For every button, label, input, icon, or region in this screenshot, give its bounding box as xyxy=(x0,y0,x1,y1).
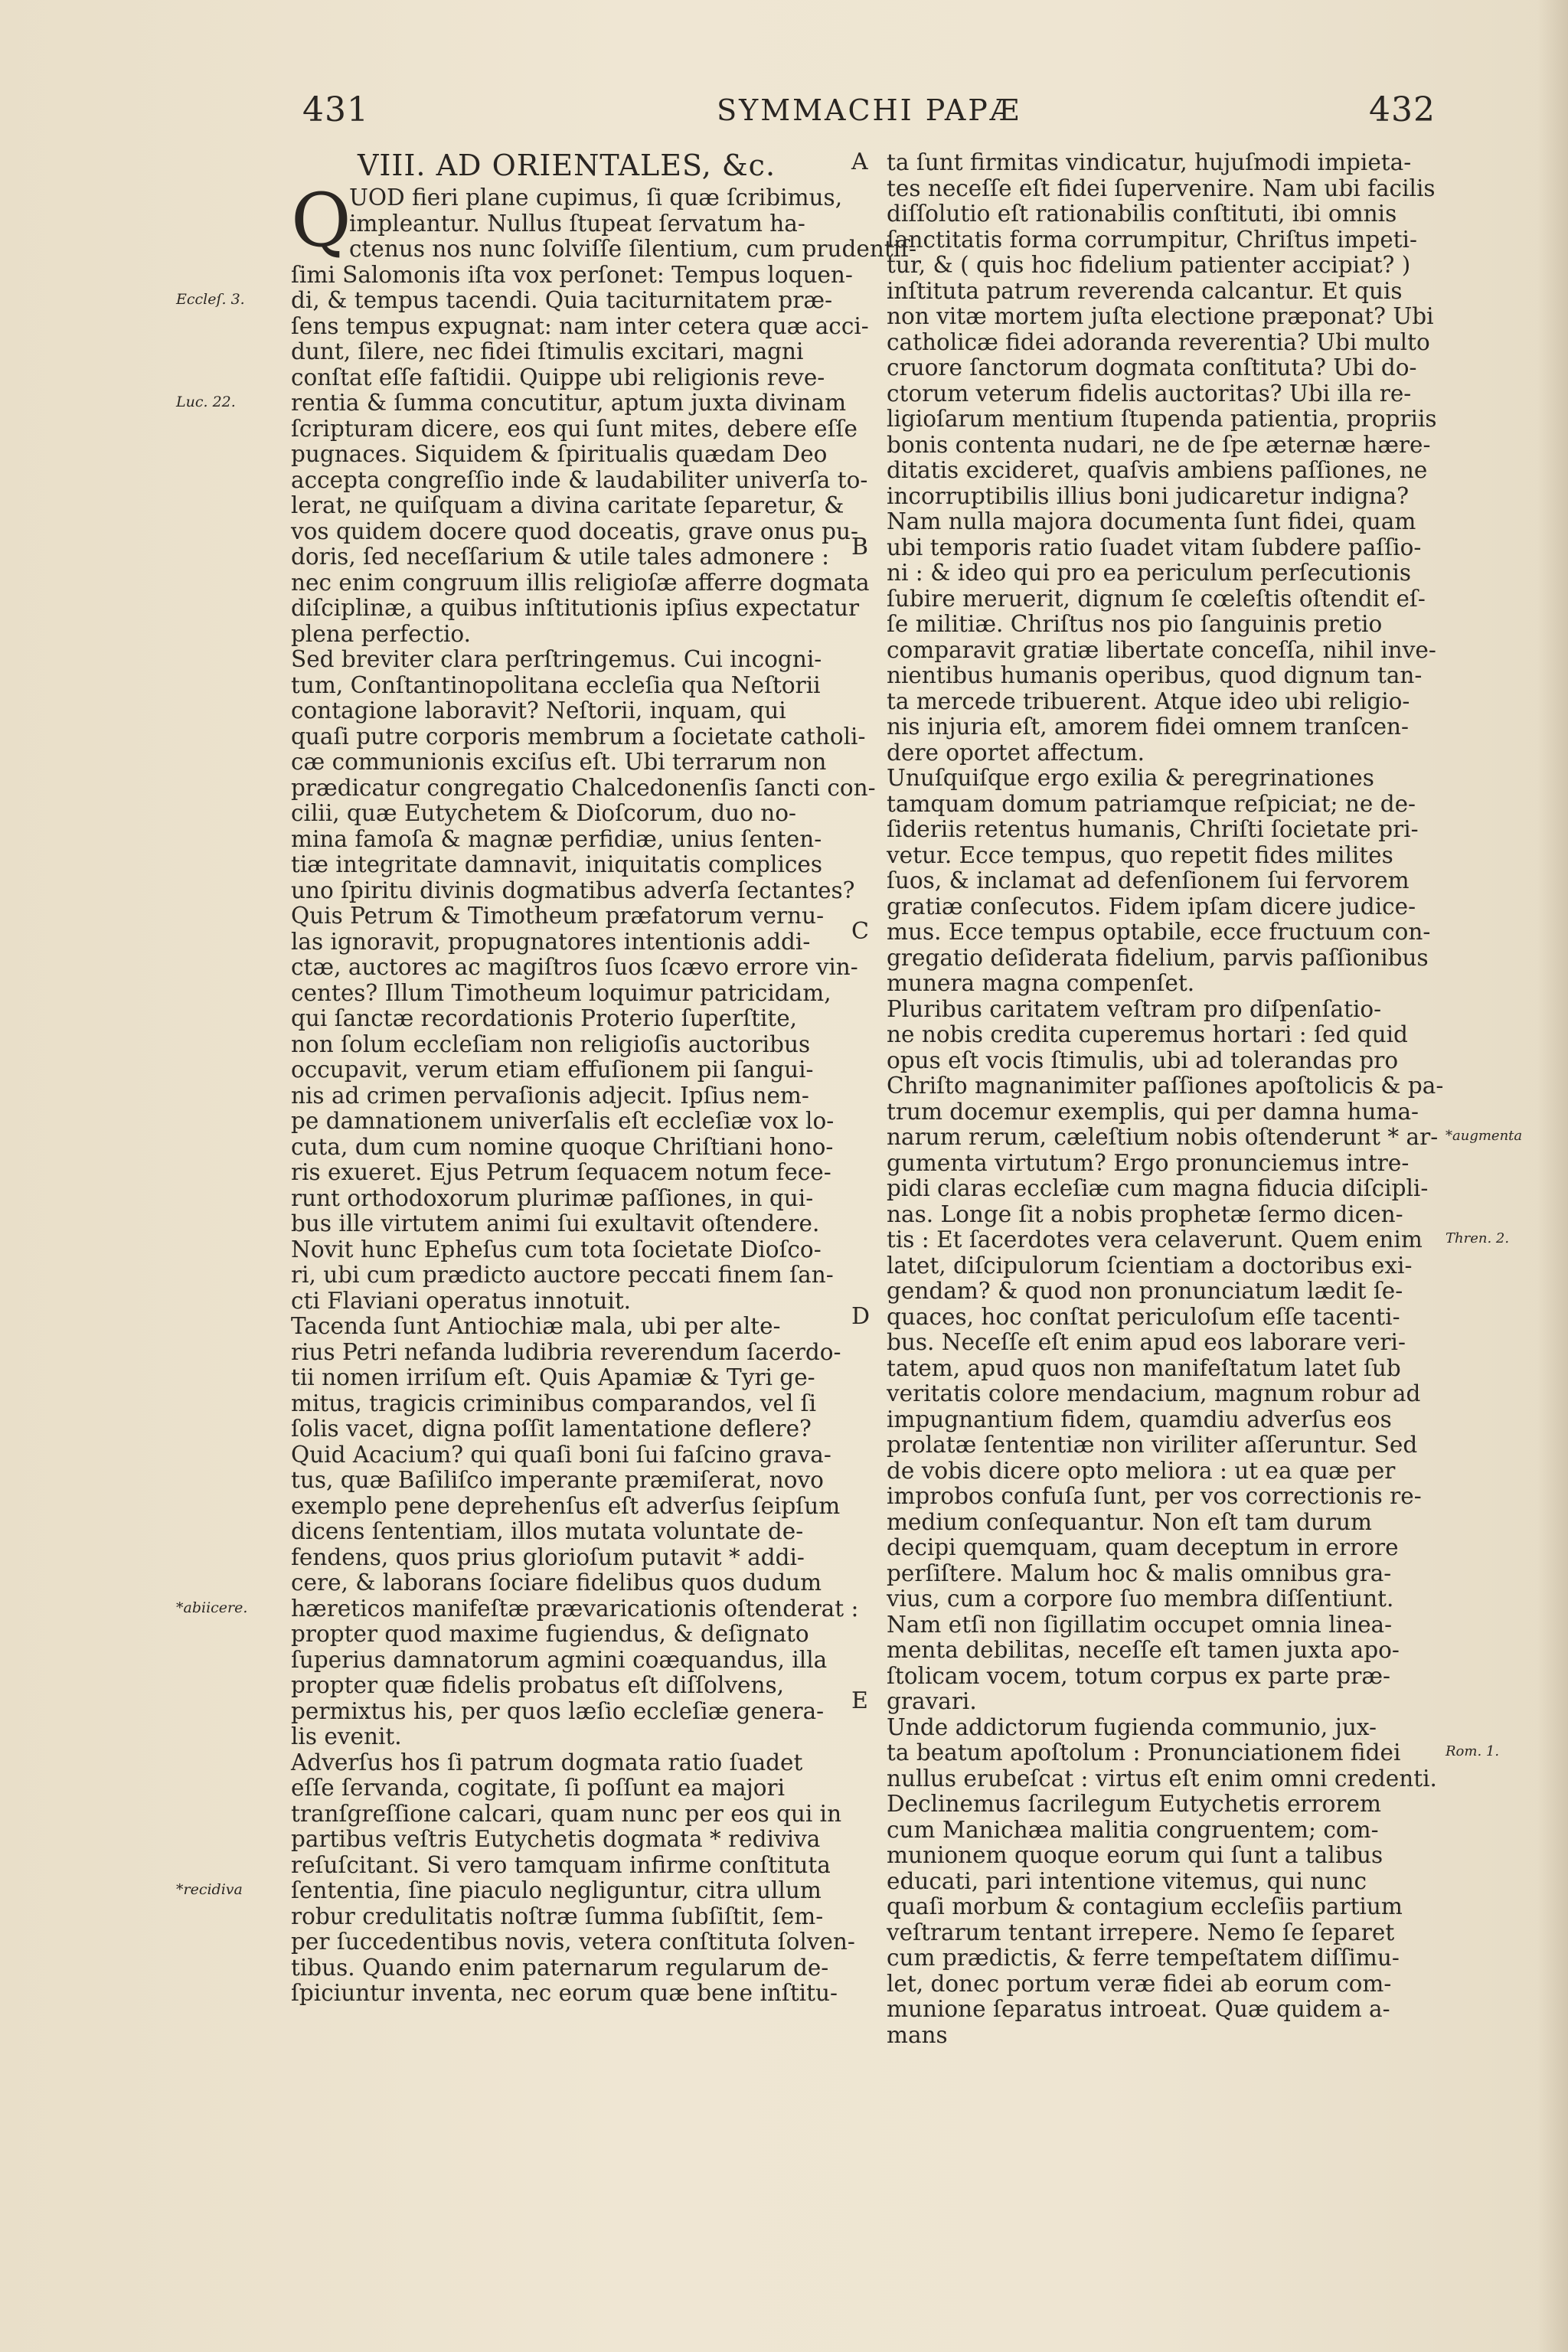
text-line: prædicatur congregatio Chalcedonenſis ſancti con- xyxy=(291,774,876,801)
text-line: bus ille virtutem animi ſui exultavit oſtendere. xyxy=(291,1210,820,1236)
text-line: tranſgreſſione calcari, quam nunc per eos qui in xyxy=(291,1800,842,1827)
text-line: diſſolutio eſt rationabilis conſtituti, ibi omnis xyxy=(887,201,1397,227)
text-line: gendam? & quod non pronunciatum lædit ſe- xyxy=(887,1278,1403,1304)
text-line: gregatio deſiderata fidelium, parvis paſſionibus xyxy=(887,944,1429,971)
text-line: Declinemus ſacrilegum Eutychetis errorem xyxy=(887,1791,1381,1817)
left-column xyxy=(291,145,917,2007)
text-line: diſciplinæ, a quibus inſtitutionis ipſius expectatur xyxy=(291,595,860,621)
text-line: contagione laboravit? Neſtorii, inquam, qui xyxy=(291,697,786,724)
text-line: quaſi putre corporis membrum a ſocietate catholi- xyxy=(291,723,866,750)
text-line: conſtat eſſe faſtidii. Quippe ubi religionis reve- xyxy=(291,364,825,390)
text-line: munione ſeparatus introeat. Quæ quidem a- xyxy=(887,1996,1390,2022)
text-line: mina famoſa & magnæ perfidiæ, unius ſenten- xyxy=(291,825,822,852)
text-line: tur, & ( quis hoc fidelium patienter accipiat? ) xyxy=(887,252,1411,278)
text-line: Nam etſi non ſigillatim occupet omnia linea- xyxy=(887,1611,1393,1638)
text-line: accepta congreſſio inde & laudabiliter univerſa to- xyxy=(291,466,868,493)
margin-note: Luc. 22. xyxy=(176,394,236,410)
text-line: ris exueret. Ejus Petrum ſequacem notum fece- xyxy=(291,1159,831,1185)
margin-note: Thren. 2. xyxy=(1446,1230,1510,1246)
text-line: vos quidem docere quod doceatis, grave onus pu- xyxy=(291,518,859,544)
text-line: Adverſus hos ſi patrum dogmata ratio ſuadet xyxy=(291,1749,803,1775)
text-line: trum docemur exemplis, qui per damna huma- xyxy=(887,1098,1419,1125)
text-line: latet, diſcipulorum ſcientiam a doctoribus exi- xyxy=(887,1252,1413,1279)
text-line: nec enim congruum illis religioſæ afferre dogmata xyxy=(291,569,870,596)
text-line: pe damnationem univerſalis eſt eccleſiæ vox lo- xyxy=(291,1108,835,1134)
text-line: educati, pari intentione vitemus, qui nunc xyxy=(887,1867,1367,1894)
text-line: lerat, ne quiſquam a divina caritate ſeparetur, & xyxy=(291,492,844,518)
text-line: Nam nulla majora documenta ſunt fidei, quam xyxy=(887,508,1416,534)
text-line: gumenta virtutum? Ergo pronunciemus intre- xyxy=(887,1149,1410,1176)
text-line: partibus veſtris Eutychetis dogmata * rediviva xyxy=(291,1826,821,1852)
text-line: ſe militiæ. Chriſtus nos pio ſanguinis pretio xyxy=(887,611,1383,637)
text-line: perſiſtere. Malum hoc & malis omnibus gra- xyxy=(887,1560,1392,1586)
page-edge-shadow xyxy=(1537,0,1568,2352)
text-line: qui ſanctæ recordationis Proterio ſuperſtite, xyxy=(291,1005,798,1031)
text-line: tamquam domum patriamque reſpiciat; ne de- xyxy=(887,790,1416,817)
text-line: lis evenit. xyxy=(291,1723,402,1749)
text-line: non ſolum eccleſiam non religioſis auctoribus xyxy=(291,1031,811,1057)
text-line: cuta, dum cum nomine quoque Chriſtiani hono- xyxy=(291,1133,834,1160)
text-line: di, & tempus tacendi. Quia taciturnitatem præ- xyxy=(291,287,833,313)
text-line: prolatæ ſententiæ non viriliter aſſeruntur. Sed xyxy=(887,1432,1418,1458)
margin-note: Eccleſ. 3. xyxy=(176,291,245,308)
text-line: runt orthodoxorum plurimæ paſſiones, in qui- xyxy=(291,1184,814,1211)
text-line: Unuſquiſque ergo exilia & peregrinationes xyxy=(887,765,1374,791)
text-line: ſanctitatis forma corrumpitur, Chriſtus impeti- xyxy=(887,226,1417,253)
text-line: dicens ſententiam, illos mutata voluntate de- xyxy=(291,1518,804,1544)
text-line: hæreticos manifeſtæ prævaricationis oſtenderat : xyxy=(291,1595,859,1622)
text-line: ni : & ideo qui pro ea periculum perſecutionis xyxy=(887,560,1412,586)
text-line: ri, ubi cum prædicto auctore peccati finem ſan- xyxy=(291,1262,834,1288)
text-line: Quis Petrum & Timotheum præfatorum vernu- xyxy=(291,903,825,929)
page-header xyxy=(295,90,1443,144)
text-line: vius, cum a corpore ſuo membra diſſentiunt. xyxy=(887,1586,1394,1612)
text-line: per ſuccedentibus novis, vetera conſtituta ſolven- xyxy=(291,1929,855,1955)
text-line: veſtrarum tentant irrepere. Nemo ſe ſeparet xyxy=(887,1919,1395,1945)
text-line: ſideriis retentus humanis, Chriſti ſocietate pri- xyxy=(887,816,1419,842)
text-line: narum rerum, cæleſtium nobis oſtenderunt * ar- xyxy=(887,1124,1439,1150)
text-line: propter quæ fidelis probatus eſt diſſolvens, xyxy=(291,1672,785,1698)
text-line: Pluribus caritatem veſtram pro diſpenſatio- xyxy=(887,995,1382,1022)
text-line: incorruptibilis illius boni judicaretur indigna? xyxy=(887,482,1410,509)
text-line: mans xyxy=(887,2021,948,2048)
text-line: Sed breviter clara perſtringemus. Cui incogni- xyxy=(291,646,822,672)
text-line: ctorum veterum fidelis auctoritas? Ubi illa re- xyxy=(887,380,1412,407)
text-line: Unde addictorum fugienda communio, jux- xyxy=(887,1713,1377,1740)
text-line: robur credulitatis noſtræ ſumma ſubſiſtit, ſem- xyxy=(291,1903,824,1929)
text-line: veritatis colore mendacium, magnum robur ad xyxy=(887,1380,1421,1406)
text-line: ſuos, & inclamat ad defenſionem ſui fervorem xyxy=(887,867,1410,893)
section-letter: D xyxy=(851,1302,871,1330)
text-line: munera magna compenſet. xyxy=(887,970,1195,996)
text-line: munionem quoque eorum qui ſunt a talibus xyxy=(887,1842,1383,1868)
text-line: tum, Conſtantinopolitana eccleſia qua Neſtorii xyxy=(291,671,821,698)
text-line: rentia & ſumma concutitur, aptum juxta divinam xyxy=(291,390,847,416)
text-line: cæ communionis exciſus eſt. Ubi terrarum non xyxy=(291,749,827,775)
text-line: cum Manichæa malitia congruentem; com- xyxy=(887,1816,1379,1843)
text-line: ligioſarum mentium ſtupenda patientia, propriis xyxy=(887,406,1437,432)
running-title: SYMMACHI PAPÆ xyxy=(717,93,1021,127)
text-line: let, donec portum veræ fidei ab eorum com- xyxy=(887,1970,1392,1997)
text-line: quaſi morbum & contagium eccleſiis partium xyxy=(887,1893,1403,1919)
section-letter: C xyxy=(851,918,869,945)
text-line: nis ad crimen pervaſionis adjecit. Ipſius nem- xyxy=(291,1082,809,1109)
margin-note: *recidiva xyxy=(176,1881,243,1898)
text-line: opus eſt vocis ſtimulis, ubi ad tolerandas pro xyxy=(887,1047,1399,1073)
text-line: las ignoravit, propugnatores intentionis addi- xyxy=(291,928,811,955)
text-line: ſens tempus expugnat: nam inter cetera quæ acci- xyxy=(291,312,869,339)
text-line: ta beatum apoſtolum : Pronunciationem fidei xyxy=(887,1740,1401,1766)
text-line: ctæ, auctores ac magiſtros ſuos ſcævo errore vin- xyxy=(291,954,858,980)
left-column-text xyxy=(291,178,917,2007)
text-line: exemplo pene deprehenſus eſt adverſus ſeipſum xyxy=(291,1492,841,1519)
text-line: ſententia, ſine piaculo negliguntur, citra ullum xyxy=(291,1877,822,1903)
right-column xyxy=(887,149,1444,2048)
text-line: fendens, quos prius glorioſum putavit * addi- xyxy=(291,1544,805,1570)
section-letter: E xyxy=(851,1687,868,1714)
text-line: nis injuria eſt, amorem fidei omnem tranſcen- xyxy=(887,714,1410,740)
text-line: nas. Longe ſit a nobis prophetæ ſermo dicen- xyxy=(887,1200,1403,1227)
text-line: decipi quemquam, quam deceptum in errore xyxy=(887,1534,1399,1560)
text-line: ſtolicam vocem, totum corpus ex parte præ- xyxy=(887,1662,1391,1689)
text-line: pidi claras eccleſiæ cum magna fiducia diſcipli- xyxy=(887,1175,1429,1201)
page-number-left: 431 xyxy=(302,90,369,129)
text-line: cti Flaviani operatus innotuit. xyxy=(291,1287,632,1314)
margin-note: Rom. 1. xyxy=(1446,1743,1500,1759)
text-line: bus. Neceſſe eſt enim apud eos laborare veri- xyxy=(887,1329,1406,1355)
text-line: Tacenda ſunt Antiochiæ mala, ubi per alte- xyxy=(291,1313,781,1339)
text-line: vetur. Ecce tempus, quo repetit fides milites xyxy=(887,841,1393,868)
text-line: ſuperius damnatorum agmini coæquandus, illa xyxy=(291,1646,828,1673)
text-line: comparavit gratiæ libertate conceſſa, nihil inve- xyxy=(887,636,1436,663)
text-line: menta debilitas, neceſſe eſt tamen juxta apo- xyxy=(887,1637,1400,1663)
text-line: medium conſequantur. Non eſt tam durum xyxy=(887,1508,1373,1535)
text-line: nullus erubeſcat : virtus eſt enim omni credenti. xyxy=(887,1765,1437,1792)
text-line: inſtituta patrum reverenda calcantur. Et quis xyxy=(887,277,1403,304)
text-line: tii nomen irriſum eſt. Quis Apamiæ & Tyri ge- xyxy=(291,1364,815,1390)
text-line: tis : Et ſacerdotes vera celaverunt. Quem enim xyxy=(887,1227,1423,1253)
text-line: ubi temporis ratio ſuadet vitam ſubdere paſſio- xyxy=(887,534,1422,560)
text-line: ſimi Salomonis iſta vox perſonet: Tempus loquen- xyxy=(291,261,853,288)
text-line: mitus, tragicis criminibus comparandos, vel ſi xyxy=(291,1390,817,1416)
text-line: tatem, apud quos non manifeſtatum latet ſub xyxy=(887,1354,1401,1381)
text-line: impugnantium fidem, quamdiu adverſus eos xyxy=(887,1406,1392,1432)
text-line: non vitæ mortem juſta electione præponat? Ubi xyxy=(887,303,1434,329)
right-column-text xyxy=(887,149,1444,2048)
text-line: ditatis excideret, quaſvis ambiens paſſiones, ne xyxy=(887,457,1428,483)
text-line: gratiæ conſecutos. Fidem ipſam dicere judice- xyxy=(887,893,1416,920)
text-line: ctenus nos nunc ſolviſſe ſilentium, cum prudentiſ- xyxy=(349,236,917,262)
text-line: centes? Illum Timotheum loquimur patricidam, xyxy=(291,979,831,1006)
text-line: UOD fieri plane cupimus, ſi quæ ſcribimus, xyxy=(349,185,843,211)
text-line: mus. Ecce tempus optabile, ecce fructuum con- xyxy=(887,919,1431,945)
text-line: Novit hunc Epheſus cum tota ſocietate Dioſco- xyxy=(291,1236,822,1263)
text-line: tus, quæ Baſiliſco imperante præmiſerat, novo xyxy=(291,1467,824,1493)
text-line: impleantur. Nullus ſtupeat ſervatum ha- xyxy=(349,210,805,237)
text-line: ſubire meruerit, dignum ſe cœleſtis oſtendit eſ- xyxy=(887,585,1426,612)
text-line: cilii, quæ Eutychetem & Dioſcorum, duo no- xyxy=(291,800,796,826)
section-letter: A xyxy=(851,149,868,175)
text-line: dere oportet affectum. xyxy=(887,739,1145,766)
text-line: cum prædictis, & ferre tempeſtatem diſſimu- xyxy=(887,1945,1400,1971)
text-line: catholicæ fidei adoranda reverentia? Ubi multo xyxy=(887,328,1430,355)
text-line: dunt, ſilere, nec fidei ſtimulis excitari, magni xyxy=(291,338,804,364)
section-heading: VIII. AD ORIENTALES, &c. xyxy=(357,149,776,182)
page-number-right: 432 xyxy=(1369,90,1436,129)
text-line: ſcripturam dicere, eos qui ſunt mites, debere eſſe xyxy=(291,415,858,442)
text-line: de vobis dicere opto meliora : ut ea quæ per xyxy=(887,1457,1396,1484)
text-line: tibus. Quando enim paternarum regularum de- xyxy=(291,1954,829,1981)
text-line: ta mercede tribuerent. Atque ideo ubi religio- xyxy=(887,688,1410,714)
text-line: quaces, hoc conſtat periculoſum eſſe tacenti- xyxy=(887,1303,1400,1330)
text-line: tes neceſſe eſt fidei ſupervenire. Nam ubi facilis xyxy=(887,175,1436,201)
text-line: tiæ integritate damnavit, iniquitatis complices xyxy=(291,851,822,877)
text-line: bonis contenta nudari, ne de ſpe æternæ hære- xyxy=(887,431,1431,458)
text-line: propter quod maxime fugiendus, & deſignato xyxy=(291,1621,809,1647)
text-line: plena perfectio. xyxy=(291,620,471,647)
text-line: occupavit, verum etiam effuſionem pii ſangui- xyxy=(291,1057,814,1083)
text-line: ne nobis credita cuperemus hortari : ſed quid xyxy=(887,1021,1408,1047)
margin-note: *abiicere. xyxy=(176,1599,248,1616)
text-line: nientibus humanis operibus, quod dignum tan- xyxy=(887,662,1423,688)
text-line: permixtus his, per quos læſio eccleſiæ genera- xyxy=(291,1697,825,1724)
section-letter: B xyxy=(851,533,869,560)
text-line: uno ſpiritu divinis dogmatibus adverſa ſectantes? xyxy=(291,877,855,903)
text-line: rius Petri nefanda ludibria reverendum ſacerdo- xyxy=(291,1338,841,1365)
text-line: eſſe ſervanda, cogitate, ſi poſſunt ea majori xyxy=(291,1775,786,1801)
text-line: pugnaces. Siquidem & ſpiritualis quædam Deo xyxy=(291,441,828,467)
drop-capital: Q xyxy=(291,178,351,263)
text-line: Chriſto magnanimiter paſſiones apoſtolicis & pa- xyxy=(887,1073,1444,1099)
text-line: cere, & laborans ſociare fidelibus quos dudum xyxy=(291,1570,822,1596)
text-line: improbos confuſa ſunt, per vos correctionis re- xyxy=(887,1483,1422,1509)
text-line: doris, ſed neceſſarium & utile tales admonere : xyxy=(291,544,830,570)
text-line: reſuſcitant. Si vero tamquam infirme conſtituta xyxy=(291,1851,831,1878)
text-line: Quid Acacium? qui quaſi boni ſui faſcino grava- xyxy=(291,1441,831,1468)
margin-note: *augmenta xyxy=(1446,1128,1523,1144)
text-line: ta ſunt firmitas vindicatur, hujuſmodi impieta- xyxy=(887,149,1412,175)
text-line: cruore ſanctorum dogmata conſtituta? Ubi do- xyxy=(887,354,1417,381)
text-line: ſolis vacet, digna poſſit lamentatione deflere? xyxy=(291,1416,812,1442)
text-line: ſpiciuntur inventa, nec eorum quæ bene inſtitu- xyxy=(291,1980,838,2006)
text-line: gravari. xyxy=(887,1688,977,1714)
